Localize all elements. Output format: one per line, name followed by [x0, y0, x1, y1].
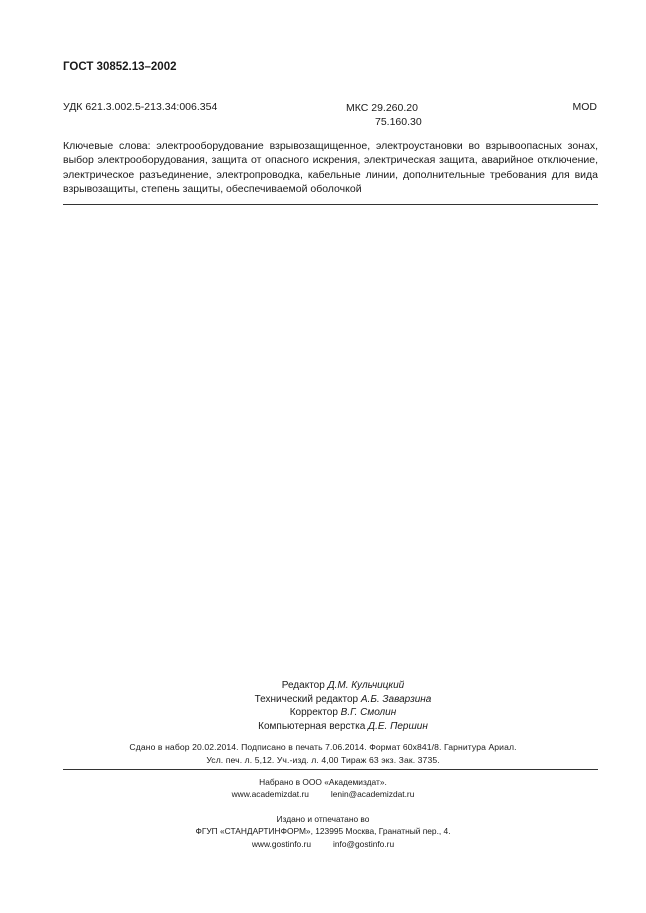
printed-email: info@gostinfo.ru	[333, 838, 395, 849]
print-info-line-2: Усл. печ. л. 5,12. Уч.-изд. л. 4,00 Тираж 63 экз. Зак. 3735.	[206, 755, 440, 765]
mks-codes	[346, 101, 422, 129]
editors-block	[0, 679, 646, 733]
printed-by: Издано и отпечатано во	[276, 813, 370, 824]
print-info	[0, 741, 646, 767]
print-info-line-1: Сдано в набор 20.02.2014. Подписано в печать 7.06.2014. Формат 60х841/8. Гарнитура Ариал.	[129, 742, 517, 752]
editor-role: Компьютерная верстка	[258, 720, 366, 732]
mks-code-2: 75.160.30	[375, 116, 422, 128]
divider-bottom	[63, 769, 598, 770]
editor-role: Редактор	[281, 680, 325, 691]
editor-role: Технический редактор	[254, 693, 359, 705]
udk-code: УДК 621.3.002.5-213.34:006.354	[63, 101, 218, 113]
standard-designation: ГОСТ 30852.13–2002	[63, 61, 177, 73]
editor-row	[0, 706, 646, 720]
keywords-paragraph: Ключевые слова: электрооборудование взрывозащищенное, электроустановки во взрывоопасных зонах, выбор электрооборудования, защита от опасного искрения, электрическая защита, аварийное отключение, электрическое разъединение, электропроводка, кабельные линии, дополнительные требования для вида взрывозащиты, степень защиты, обеспечиваемой оболочкой	[63, 140, 598, 196]
typeset-contacts	[0, 788, 646, 800]
editor-name: Д.М. Кульчицкий	[327, 680, 405, 691]
publisher-block	[0, 776, 646, 850]
mod-marker: MOD	[572, 101, 597, 113]
typeset-by: Набрано в ООО «Академиздат».	[259, 777, 387, 787]
editor-row	[0, 693, 646, 707]
editor-name: Д.Е. Першин	[368, 720, 428, 732]
mks-code-1: МКС 29.260.20	[346, 102, 418, 114]
typeset-email: lenin@academizdat.ru	[330, 789, 415, 800]
editor-row	[0, 679, 646, 693]
editor-name: А.Б. Заварзина	[360, 693, 432, 705]
printed-website: www.gostinfo.ru	[251, 838, 311, 849]
editor-name: В.Г. Смолин	[340, 707, 397, 719]
divider-top	[63, 204, 598, 205]
printed-contacts	[0, 838, 646, 850]
typeset-website: www.academizdat.ru	[231, 789, 309, 800]
editor-role: Корректор	[289, 707, 338, 719]
printed-organization: ФГУП «СТАНДАРТИНФОРМ», 123995 Москва, Гранатный пер., 4.	[195, 826, 451, 837]
editor-row	[0, 720, 646, 734]
